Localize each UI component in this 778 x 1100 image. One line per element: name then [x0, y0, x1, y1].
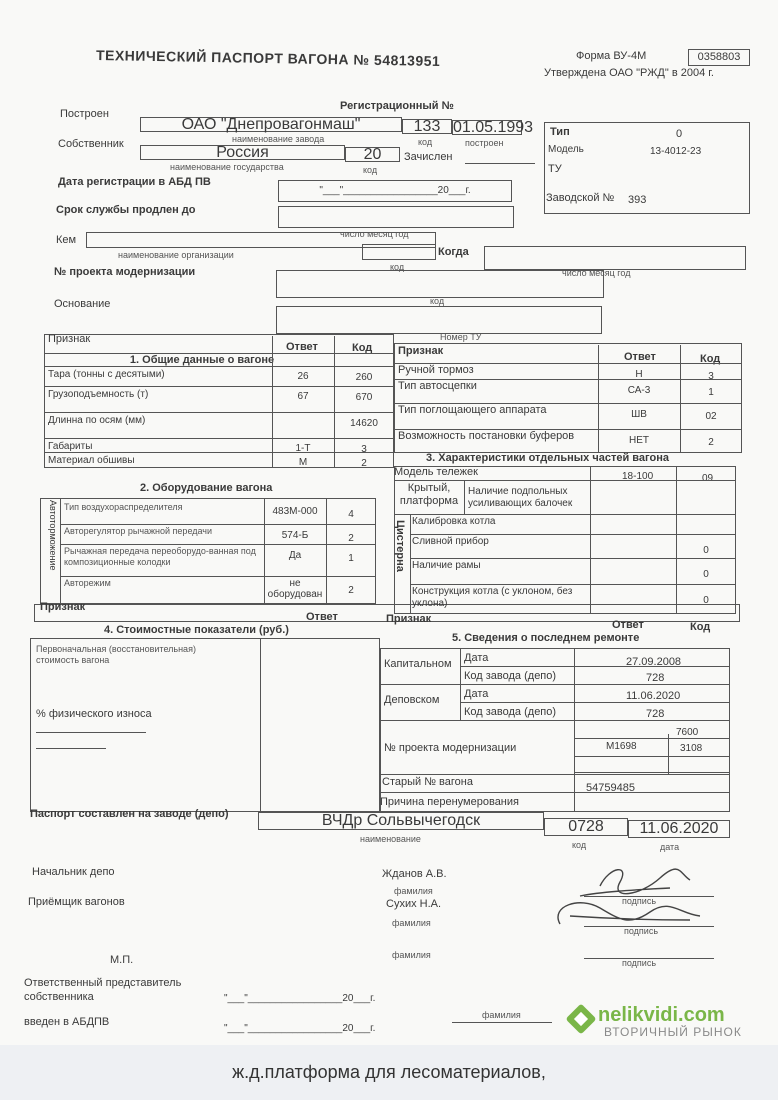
- form-label: Форма ВУ-4М: [576, 50, 647, 62]
- receiver-signature-caption: подпись: [624, 926, 659, 936]
- capital-code: 728: [646, 672, 665, 684]
- capital-date-label: Дата: [464, 652, 489, 664]
- col-answer-left: Ответ: [286, 341, 318, 353]
- section2-row-label: Авторегулятор рычажной передачи: [64, 526, 213, 536]
- platform-label: Крытый, платформа: [399, 482, 459, 507]
- col-sign-right: Признак: [398, 345, 444, 357]
- beams-label: Наличие подпольных усиливающих балочек: [468, 486, 573, 509]
- initial-cost-label: Первоначальная (восстановительная) стоимость вагона: [36, 644, 196, 665]
- reason-label: Причина перенумерования: [380, 796, 519, 808]
- section1-title: 1. Общие данные о вагоне: [129, 354, 275, 366]
- bogie-answer: 18-100: [622, 471, 654, 482]
- section2-row-code: 1: [348, 553, 354, 564]
- receiver-name: Сухих Н.А.: [386, 898, 442, 910]
- section3-title: 3. Характеристики отдельных частей вагона: [426, 452, 669, 464]
- capital-code-label: Код завода (депо): [464, 670, 557, 682]
- watermark-sub: ВТОРИЧНЫЙ РЫНОК: [604, 1025, 742, 1039]
- builder-code: 133: [402, 119, 452, 134]
- when-sub-date: число месяц год: [562, 268, 631, 278]
- section1-row-label: Материал обшивы: [48, 455, 135, 466]
- listing-caption: ж.д.платформа для лесоматериалов,: [0, 1045, 778, 1100]
- tank-row-label: Сливной прибор: [412, 536, 489, 547]
- section2-row-answer: Да: [288, 550, 302, 561]
- tank-row-label: Калибровка котла: [412, 516, 496, 527]
- approved-note: Утверждена ОАО "РЖД" в 2004 г.: [544, 67, 714, 79]
- by-sub-org: наименование организации: [118, 250, 234, 260]
- right-row-code: 3: [708, 371, 714, 382]
- tu-number-label: Номер ТУ: [440, 332, 482, 342]
- brake-group-label: Автоторможение: [48, 500, 58, 571]
- by-code-field: [362, 244, 436, 260]
- section1-row-label: Тара (тонны с десятыми): [48, 369, 165, 380]
- tank-row-code: 0: [703, 569, 709, 580]
- receiver-label: Приёмщик вагонов: [28, 896, 125, 908]
- model-value: 13-4012-23: [650, 146, 702, 157]
- project-code: 3108: [680, 743, 703, 754]
- type-value: 0: [676, 128, 683, 140]
- right-row-code: 02: [705, 411, 717, 422]
- entered-label: введен в АБДПВ: [24, 1016, 110, 1028]
- col-code-right: Код: [700, 353, 721, 365]
- made-code: 0728: [544, 818, 628, 836]
- builder-value: ОАО "Днепровагонмаш": [140, 117, 402, 132]
- tank-row-label: Наличие рамы: [412, 560, 481, 571]
- section1-row-answer: 67: [297, 391, 309, 402]
- section2-title: 2. Оборудование вагона: [140, 482, 273, 494]
- when-field: [484, 246, 746, 270]
- section1-row-divider: [44, 438, 394, 439]
- wear-label: % физического износа: [36, 708, 152, 720]
- owner-code: 20: [345, 147, 400, 162]
- project-code-top: 7600: [676, 727, 699, 738]
- model-label: Модель: [548, 144, 584, 155]
- depot-label: Деповском: [384, 694, 440, 706]
- made-sub-name: наименование: [360, 834, 421, 844]
- depot-code-label: Код завода (депо): [464, 706, 557, 718]
- col-sign-lower-right: Признак: [386, 613, 432, 625]
- section1-row-label: Габариты: [48, 441, 93, 452]
- col-sign-lower-left: Признак: [40, 601, 86, 613]
- owner-included: Зачислен: [404, 151, 453, 163]
- tu-label: ТУ: [548, 163, 562, 175]
- project-field: [276, 270, 604, 298]
- registration-label: Дата регистрации в АБД ПВ: [58, 176, 211, 188]
- registration-number-label: Регистрационный №: [340, 100, 454, 112]
- section2-row-label: Авторежим: [64, 578, 111, 588]
- builder-date: 01.05.1993: [453, 119, 534, 136]
- capital-date: 27.09.2008: [626, 656, 682, 668]
- made-label: Паспорт составлен на заводе (депо): [30, 808, 229, 820]
- watermark-brand: nelikvidi.com: [598, 1004, 725, 1026]
- right-row-answer: СА-3: [627, 385, 651, 396]
- tank-group-label: Цистерна: [394, 520, 406, 572]
- project-mod-label: № проекта модернизации: [384, 742, 517, 754]
- section2-row-answer: 483М-000: [272, 506, 318, 517]
- section1-row-answer: М: [298, 457, 308, 468]
- depot-date: 11.06.2020: [626, 690, 681, 702]
- basis-field: [276, 306, 602, 334]
- chief-surname-caption: фамилия: [394, 886, 433, 896]
- tank-row-label: Конструкция котла (с уклоном, без уклона): [412, 586, 573, 609]
- rep-label: Ответственный представитель собственника: [24, 977, 182, 1003]
- type-label: Тип: [550, 126, 570, 138]
- right-row-label: Ручной тормоз: [398, 364, 474, 376]
- extended-label: Срок службы продлен до: [56, 204, 196, 216]
- bogie-label: Модель тележек: [394, 466, 478, 478]
- rep-signature-caption: подпись: [622, 958, 657, 968]
- right-row-answer: ШВ: [631, 409, 647, 420]
- chief-name: Жданов А.В.: [382, 868, 447, 880]
- made-sub-code: код: [572, 840, 587, 850]
- stamp-place-label: М.П.: [110, 954, 134, 966]
- section2-row-label: Тип воздухораспределителя: [64, 502, 183, 512]
- col-sign-left: Признак: [48, 333, 91, 345]
- rep-date-blank: "___"_________________20___г.: [224, 993, 376, 1004]
- rep-surname-caption: фамилия: [392, 950, 431, 960]
- col-answer-lower-left: Ответ: [306, 611, 338, 623]
- tank-row-code: 0: [703, 545, 709, 556]
- right-row-label: Тип поглощающего аппарата: [398, 404, 547, 416]
- right-row-code: 1: [708, 387, 714, 398]
- section2-row-code: 2: [348, 585, 354, 596]
- chief-signature-caption: подпись: [622, 896, 657, 906]
- section2-row-label: Рычажная передача переоборудо-ванная под композиционные колодки: [64, 546, 256, 567]
- section2-row-answer: не оборудован: [267, 578, 323, 600]
- section1-row-code: 670: [355, 392, 373, 403]
- owner-label: Собственник: [58, 138, 124, 150]
- tank-row-divider: [410, 584, 736, 585]
- col-answer-lower-right: Ответ: [612, 619, 644, 631]
- section1-row-code: 14620: [350, 418, 378, 429]
- section1-row-label: Грузоподъемность (т): [48, 389, 149, 400]
- builder-sub-name: наименование завода: [232, 134, 325, 144]
- section1-row-divider: [44, 386, 394, 387]
- section1-row-divider: [44, 412, 394, 413]
- right-row-label: Возможность постановки буферов: [398, 430, 575, 442]
- section5-title: 5. Сведения о последнем ремонте: [452, 632, 640, 644]
- registration-date-field: "___"_________________20___г.: [278, 180, 512, 202]
- project-sub-code: код: [430, 296, 445, 306]
- basis-label: Основание: [54, 298, 111, 310]
- section1-row-label: Длинна по осям (мм): [48, 415, 146, 426]
- section1-row-answer: 26: [297, 371, 309, 382]
- section2-row-code: 2: [348, 533, 354, 544]
- tank-row-divider: [410, 558, 736, 559]
- section1-row-code: 260: [355, 372, 373, 383]
- section2-row-code: 4: [348, 509, 354, 520]
- builder-label: Построен: [60, 108, 109, 120]
- tank-row-divider: [410, 534, 736, 535]
- col-code-lower-right: Код: [690, 621, 711, 633]
- section1-row-code: 2: [361, 458, 367, 469]
- section1-row-answer: 1-Т: [295, 443, 311, 454]
- by-label: Кем: [56, 234, 77, 246]
- right-row-answer: НЕТ: [629, 435, 649, 446]
- receiver-surname-caption: фамилия: [392, 918, 431, 928]
- handwritten-signatures: [540, 856, 720, 936]
- project-value: М1698: [606, 741, 637, 752]
- included-line: [465, 163, 535, 164]
- serial-label: Заводской №: [546, 192, 615, 204]
- section1-row-divider: [44, 452, 394, 453]
- entered-surname-caption: фамилия: [482, 1010, 521, 1020]
- made-sub-date: дата: [660, 842, 680, 852]
- section1-row-divider: [44, 366, 394, 367]
- owner-sub-code: код: [363, 165, 378, 175]
- depot-date-label: Дата: [464, 688, 489, 700]
- section2-row-divider: [60, 544, 376, 545]
- entered-date-blank: "___"_________________20___г.: [224, 1023, 376, 1034]
- right-row-code: 2: [708, 437, 714, 448]
- old-number: 54759485: [586, 782, 635, 794]
- owner-sub-name: наименование государства: [170, 162, 284, 172]
- old-number-label: Старый № вагона: [382, 776, 473, 788]
- builder-sub-built: построен: [465, 138, 504, 148]
- depot-code: 728: [646, 708, 665, 720]
- owner-value: Россия: [140, 145, 345, 160]
- col-code-left: Код: [352, 342, 373, 354]
- extended-sub-date: число месяц год: [340, 229, 409, 239]
- serial-value: 393: [628, 194, 647, 206]
- when-label: Когда: [438, 246, 469, 258]
- right-row-answer: Н: [635, 369, 643, 380]
- bogie-code: 09: [702, 473, 714, 484]
- extended-field: [278, 206, 514, 228]
- by-sub-code: код: [390, 262, 405, 272]
- chief-label: Начальник депо: [32, 866, 115, 878]
- project-label: № проекта модернизации: [54, 266, 196, 278]
- made-value: ВЧДр Сольвычегодск: [258, 812, 544, 830]
- section2-row-divider: [60, 576, 376, 577]
- right-row-label: Тип автосцепки: [398, 380, 477, 392]
- document-title: ТЕХНИЧЕСКИЙ ПАСПОРТ ВАГОНА № 54813951: [95, 46, 441, 70]
- tank-row-code: 0: [703, 595, 709, 606]
- section4-title: 4. Стоимостные показатели (руб.): [104, 624, 289, 636]
- builder-sub-code: код: [418, 137, 433, 147]
- col-answer-right: Ответ: [624, 351, 656, 363]
- section1-row-code: 3: [361, 444, 367, 455]
- made-date: 11.06.2020: [628, 820, 730, 838]
- capital-label: Капитальном: [384, 658, 452, 670]
- section2-row-answer: 574-Б: [281, 530, 309, 541]
- form-number: 0358803: [688, 49, 750, 66]
- section2-row-divider: [60, 524, 376, 525]
- watermark-logo-icon: [566, 1004, 596, 1034]
